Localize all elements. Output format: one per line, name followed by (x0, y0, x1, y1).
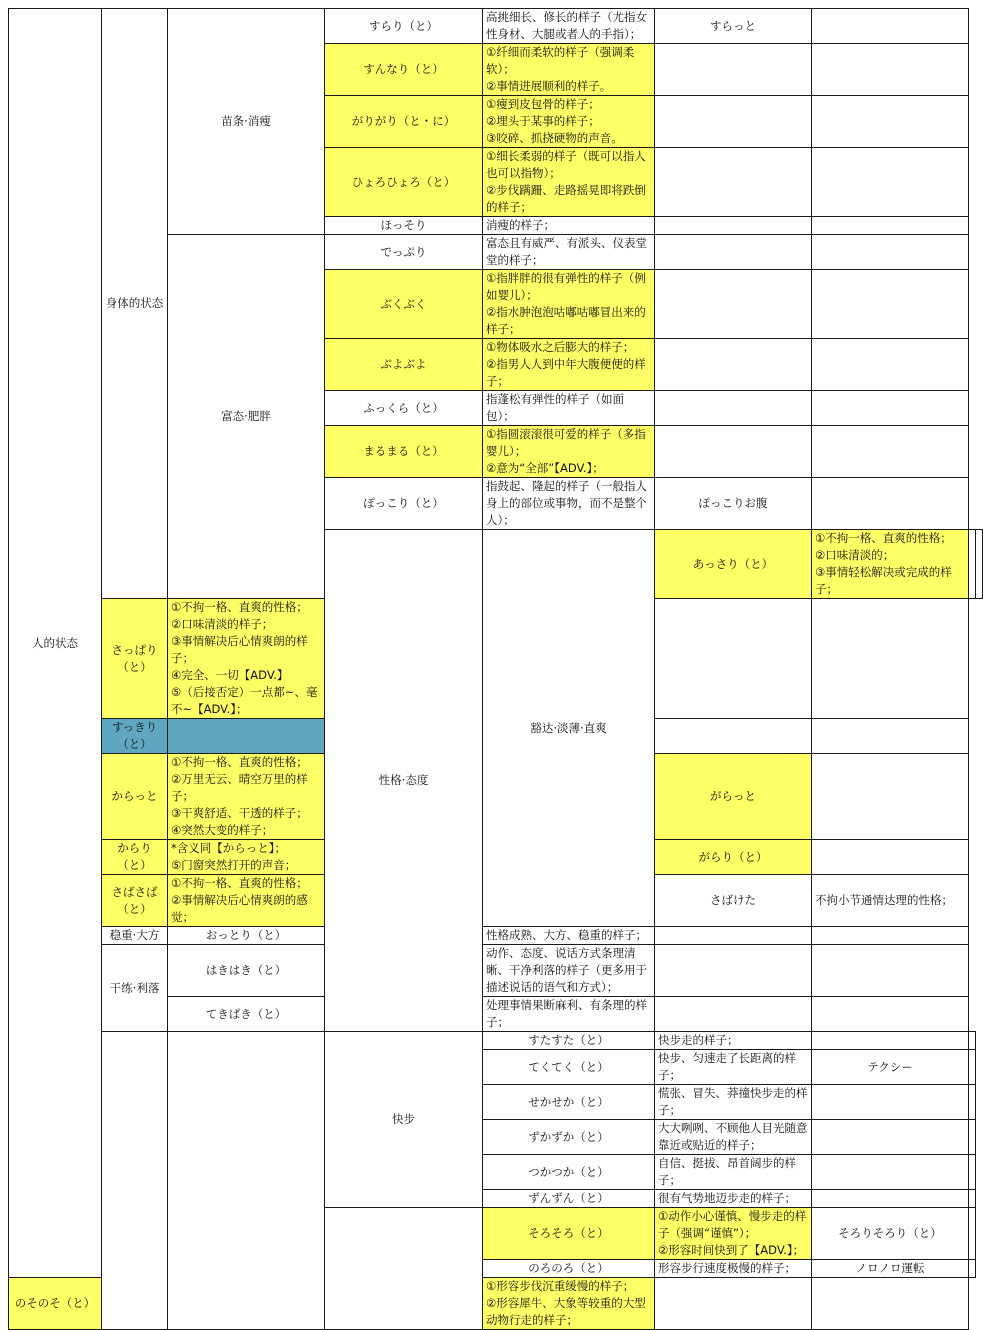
definition-line: ①不拘一格、直爽的性格； (171, 755, 308, 769)
word-cell: ずんずん（と） (483, 1190, 655, 1208)
definition-cell (168, 719, 325, 754)
note-cell: 不拘小节通情达理的性格； (812, 875, 969, 927)
related-word-cell (655, 945, 812, 997)
word-cell: ずかずか（と） (483, 1120, 655, 1155)
note-cell (969, 1260, 976, 1278)
definition-line: 大大咧咧、不顾他人目光随意靠近或贴近的样子； (658, 1121, 808, 1152)
definition-line: ②步伐蹒跚、走路摇晃即将跌倒的样子； (486, 183, 646, 214)
definition-line: 性格成熟、大方、稳重的样子； (486, 928, 647, 942)
note-cell (812, 1278, 969, 1330)
word-cell: からり（と） (102, 840, 168, 875)
category-capable: 干练·利落 (102, 945, 168, 1032)
definition-cell (655, 1208, 812, 1260)
note-cell (812, 391, 969, 426)
related-word-cell: そろりそろり（と） (812, 1208, 969, 1260)
word-cell: ふっくら（と） (325, 391, 483, 426)
definition-line: ②口味清淡的； (815, 548, 895, 562)
category-slim: 苗条·消瘦 (168, 9, 325, 235)
related-word-cell (655, 391, 812, 426)
note-cell (812, 44, 969, 96)
word-cell: ほっそり (325, 217, 483, 235)
word-cell: ぶくぶく (325, 270, 483, 339)
note-cell (812, 270, 969, 339)
definition-cell (655, 1190, 812, 1208)
word-cell: ぶよぶよ (325, 339, 483, 391)
note-cell (969, 1032, 976, 1050)
definition-line: 动作、态度、说话方式条理清晰、干净利落的样子（更多用于描述说话的语气和方式）； (486, 946, 647, 994)
definition-line: ①瘦到皮包骨的样子； (486, 97, 600, 111)
note-cell (969, 1085, 976, 1120)
note-cell (812, 840, 969, 875)
related-word-cell (655, 426, 812, 478)
note-cell (969, 1050, 976, 1085)
definition-line: 消瘦的样子； (486, 218, 555, 232)
related-word-cell (812, 1120, 969, 1155)
definition-line: ②万里无云、晴空万里的样子； (171, 772, 308, 803)
definition-line: ①指圆滚滚很可爱的样子（多指婴儿）； (486, 427, 646, 458)
definition-line: 指鼓起、隆起的样子（一般指人身上的部位或事物，而不是整个人）； (486, 479, 647, 527)
definition-cell (483, 9, 655, 44)
onomatopoeia-table (8, 8, 983, 1330)
note-cell (812, 96, 969, 148)
definition-line: ③事情解决后心情爽朗的样子； (171, 634, 308, 665)
definition-cell (168, 875, 325, 927)
definition-line: ①动作小心谨慎、慢步走的样子（强调“谨慎”）； (658, 1209, 807, 1240)
definition-cell (483, 478, 655, 530)
definition-cell (655, 1032, 812, 1050)
definition-line: ②事情解决后心情爽朗的感觉； (171, 893, 308, 924)
definition-cell (483, 96, 655, 148)
definition-line: ②指男人人到中年大腹便便的样子； (486, 357, 646, 388)
note-cell (969, 1208, 976, 1260)
related-word-cell (812, 1190, 969, 1208)
word-cell: はきはき（と） (168, 945, 325, 997)
table-row (9, 1032, 983, 1050)
category-empty (102, 1032, 168, 1330)
word-cell: つかつか（と） (483, 1155, 655, 1190)
related-word-cell (655, 599, 812, 719)
note-cell (812, 9, 969, 44)
definition-cell (483, 217, 655, 235)
word-cell: てきぱき（と） (168, 997, 325, 1032)
definition-line: ②指水肿泡泡咕嘟咕嘟冒出来的样子； (486, 305, 646, 336)
related-word-cell: すらっと (655, 9, 812, 44)
note-cell (812, 997, 969, 1032)
note-cell (812, 599, 969, 719)
word-cell: まるまる（と） (325, 426, 483, 478)
note-cell (812, 235, 969, 270)
definition-cell (483, 997, 655, 1032)
related-word-cell (655, 235, 812, 270)
definition-line: 自信、挺拔、昂首阔步的样子； (658, 1156, 796, 1187)
definition-cell (655, 1050, 812, 1085)
definition-line: ①形容步伐沉重缓慢的样子； (486, 1279, 635, 1293)
note-cell (812, 217, 969, 235)
word-cell: てくてく（と） (483, 1050, 655, 1085)
definition-cell (483, 44, 655, 96)
related-word-cell (655, 719, 812, 754)
definition-line: ②埋头于某事的样子； (486, 114, 600, 128)
note-cell (812, 719, 969, 754)
definition-line: ①纤细而柔软的样子（强调柔软）； (486, 45, 635, 76)
word-cell: さっぱり（と） (102, 599, 168, 719)
category-steady: 稳重·大方 (102, 927, 168, 945)
related-word-cell (969, 530, 976, 599)
definition-line: 高挑细长、修长的样子（尤指女性身材、大腿或者人的手指）； (486, 10, 647, 41)
word-cell: ひょろひょろ（と） (325, 148, 483, 217)
definition-line: ①指胖胖的很有弹性的样子（例如婴儿）； (486, 271, 646, 302)
word-cell: あっさり（と） (655, 530, 812, 599)
definition-cell (483, 426, 655, 478)
word-cell: のろのろ（と） (483, 1260, 655, 1278)
category-open-light: 豁达·淡薄·直爽 (483, 530, 655, 927)
definition-line: 快步走的样子； (658, 1033, 739, 1047)
related-word-cell (812, 1032, 969, 1050)
category-body-state: 身体的状态 (102, 9, 168, 599)
word-cell: からっと (102, 754, 168, 840)
related-word-cell (655, 217, 812, 235)
definition-cell (483, 235, 655, 270)
related-word-cell (655, 44, 812, 96)
vocabulary-sheet (8, 8, 983, 1330)
word-cell: そろそろ（と） (483, 1208, 655, 1260)
definition-line: ②形容犀牛、大象等较重的大型动物行走的样子； (486, 1296, 646, 1327)
definition-line: ①物体吸水之后膨大的样子； (486, 340, 635, 354)
note-cell (812, 754, 969, 840)
definition-line: ⑤门窗突然打开的声音； (171, 858, 297, 872)
definition-line: ⑤（后接否定）一点都~、毫不~【ADV.】； (171, 685, 318, 716)
word-cell: さばさば（と） (102, 875, 168, 927)
word-cell: すたすた（と） (483, 1032, 655, 1050)
note-cell (969, 1190, 976, 1208)
definition-cell (655, 1085, 812, 1120)
definition-line: ②形容时间快到了【ADV.】； (658, 1243, 805, 1257)
definition-line: ②口味清淡的样子； (171, 617, 274, 631)
definition-line: ②事情进展顺利的样子。 (486, 79, 612, 93)
definition-line: ②意为“全部”【ADV.】； (486, 461, 604, 475)
related-word-cell (655, 997, 812, 1032)
word-cell: せかせか（と） (483, 1085, 655, 1120)
word-cell: すらり（と） (325, 9, 483, 44)
related-word-cell (655, 148, 812, 217)
definition-cell (483, 1278, 655, 1330)
related-word-cell (655, 927, 812, 945)
related-word-cell: ぽっこりお腹 (655, 478, 812, 530)
definition-cell (483, 148, 655, 217)
definition-line: ④完全、一切【ADV.】 (171, 668, 289, 682)
definition-line: 形容步行速度极慢的样子； (658, 1261, 796, 1275)
related-word-cell (655, 96, 812, 148)
related-word-cell (655, 1278, 812, 1330)
table-row (9, 945, 983, 997)
definition-cell (483, 270, 655, 339)
definition-line: ③干爽舒适、干透的样子； (171, 806, 308, 820)
definition-cell (483, 927, 655, 945)
definition-cell (655, 1260, 812, 1278)
definition-cell (483, 945, 655, 997)
category-personality: 性格·态度 (325, 530, 483, 1032)
related-word-cell (655, 270, 812, 339)
word-cell: すっきり（と） (102, 719, 168, 754)
word-cell: おっとり（と） (168, 927, 325, 945)
related-word-cell (812, 1085, 969, 1120)
definition-cell (655, 1120, 812, 1155)
definition-line: *含义同【からっと】； (171, 841, 286, 855)
word-cell: のそのそ（と） (9, 1278, 102, 1330)
definition-cell (812, 530, 969, 599)
definition-line: ①不拘一格、直爽的性格； (815, 531, 952, 545)
note-cell (812, 478, 969, 530)
related-word-cell (812, 1155, 969, 1190)
word-cell: がりがり（と・に） (325, 96, 483, 148)
definition-line: 快步、匀速走了长距离的样子； (658, 1051, 796, 1082)
definition-line: ①不拘一格、直爽的性格； (171, 876, 308, 890)
definition-cell (483, 339, 655, 391)
related-word-cell: さばけた (655, 875, 812, 927)
related-word-cell (655, 339, 812, 391)
definition-line: ④突然大变的样子； (171, 823, 274, 837)
definition-line: ③咬碎、抓挠硬物的声音。 (486, 131, 623, 145)
related-word-cell: ノロノロ運転 (812, 1260, 969, 1278)
table-row (9, 9, 983, 44)
note-cell (812, 426, 969, 478)
category-empty (325, 1208, 483, 1330)
definition-cell (168, 599, 325, 719)
definition-line: 指蓬松有弹性的样子（如面包）； (486, 392, 624, 423)
related-word-cell: がらっと (655, 754, 812, 840)
word-cell: ぽっこり（と） (325, 478, 483, 530)
table-row (9, 927, 983, 945)
category-fast-walk: 快步 (325, 1032, 483, 1208)
note-cell (812, 339, 969, 391)
word-cell: でっぷり (325, 235, 483, 270)
definition-line: 富态且有威严、有派头、仪表堂堂的样子； (486, 236, 647, 267)
category-plump: 富态·肥胖 (168, 235, 325, 599)
word-cell: すんなり（と） (325, 44, 483, 96)
note-cell (969, 1120, 976, 1155)
note-cell (812, 927, 969, 945)
category-empty (168, 1032, 325, 1330)
definition-line: 处理事情果断麻利、有条理的样子； (486, 998, 647, 1029)
definition-line: ①不拘一格、直爽的性格； (171, 600, 308, 614)
related-word-cell: テクシー (812, 1050, 969, 1085)
definition-cell (655, 1155, 812, 1190)
definition-cell (168, 754, 325, 840)
note-cell (969, 1155, 976, 1190)
note-cell (812, 148, 969, 217)
definition-line: 慌张、冒失、莽撞快步走的样子； (658, 1086, 808, 1117)
note-cell (976, 530, 983, 599)
related-word-cell: がらり（と） (655, 840, 812, 875)
definition-line: ③事情轻松解决或完成的样子； (815, 565, 952, 596)
definition-line: ①细长柔弱的样子（既可以指人也可以指物）； (486, 149, 646, 180)
category-person-state: 人的状态 (9, 9, 102, 1278)
definition-cell (483, 391, 655, 426)
note-cell (812, 945, 969, 997)
definition-cell (168, 840, 325, 875)
definition-line: 很有气势地迈步走的样子； (658, 1191, 796, 1205)
